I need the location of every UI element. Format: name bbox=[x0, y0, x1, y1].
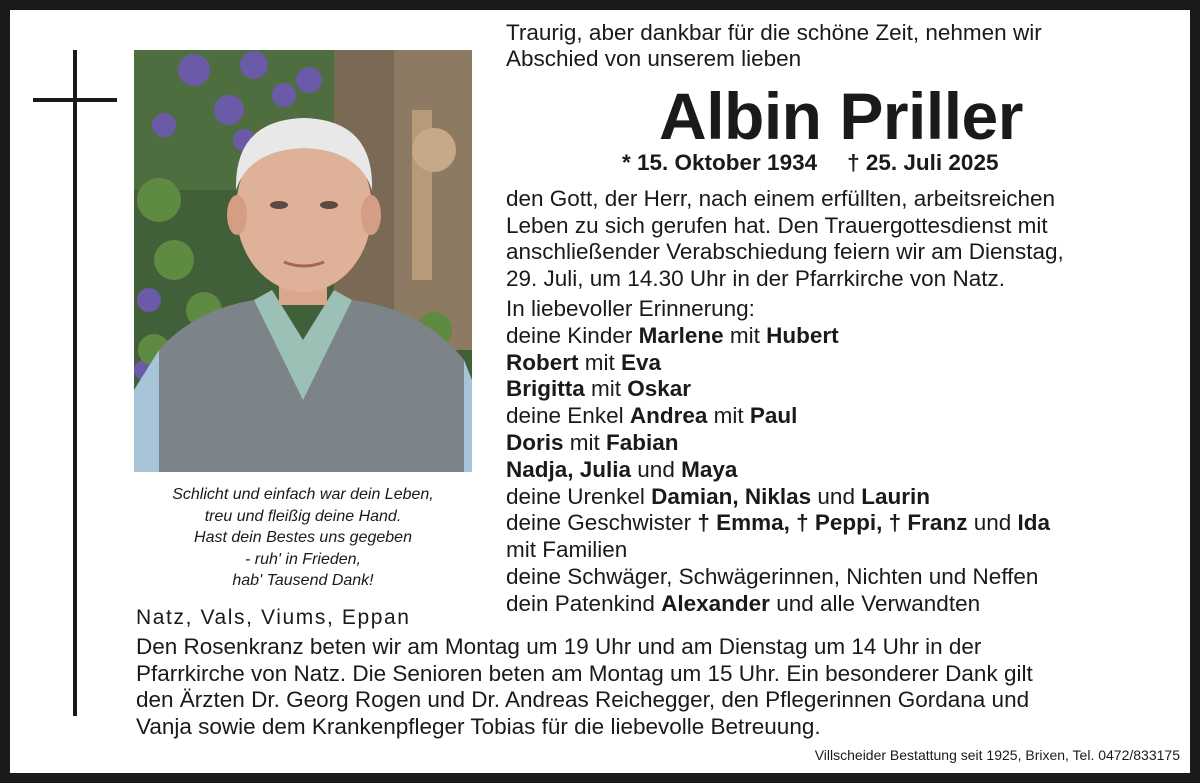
siblings-line bbox=[506, 510, 1050, 537]
children-line bbox=[506, 323, 1050, 350]
places-line: Natz, Vals, Viums, Eppan bbox=[136, 606, 411, 629]
great-grandchildren-line bbox=[506, 484, 1050, 511]
connector: und bbox=[631, 456, 682, 482]
text-line: Den Rosenkranz beten wir am Montag um 19 Uhr und am Dienstag um 14 Uhr in der bbox=[136, 634, 982, 659]
grandchildren-line bbox=[506, 403, 1050, 430]
memorial-poem bbox=[134, 484, 472, 592]
connector: und bbox=[811, 483, 862, 509]
label: deine Kinder bbox=[506, 322, 639, 348]
relative-name: Paul bbox=[749, 403, 798, 429]
families-line: mit Familien bbox=[506, 537, 628, 563]
poem-line: treu und fleißig deine Hand. bbox=[204, 507, 402, 525]
text-line: Vanja sowie dem Krankenpfleger Tobias für die liebevolle Betreuung. bbox=[136, 713, 821, 739]
poem-line: Schlicht und einfach war dein Leben, bbox=[172, 486, 434, 503]
text-line: Pfarrkirche von Natz. Die Senioren beten am Montag um 15 Uhr. Ein besonderer Dank gilt bbox=[136, 660, 1033, 686]
relative-name: † Emma, † Peppi, † Franz bbox=[697, 510, 968, 536]
relative-name: Brigitta bbox=[506, 376, 585, 402]
relatives-heading: In liebevoller Erinnerung: bbox=[506, 296, 755, 321]
relative-name: Alexander bbox=[661, 590, 770, 616]
relative-name: Maya bbox=[681, 456, 738, 482]
text-line: anschließender Verabschiedung feiern wir am Dienstag, bbox=[506, 239, 1064, 264]
connector: mit bbox=[584, 376, 628, 402]
label: deine Urenkel bbox=[506, 483, 652, 509]
relative-name: Nadja, Julia bbox=[506, 456, 632, 482]
relative-name: Eva bbox=[621, 349, 662, 375]
text-line: 29. Juli, um 14.30 Uhr in der Pfarrkirche von Natz. bbox=[506, 265, 1005, 291]
grandchildren-line bbox=[506, 457, 1050, 484]
funeral-home-footer: Villscheider Bestattung seit 1925, Brixen, Tel. 0472/833175 bbox=[814, 747, 1180, 763]
connector: mit bbox=[563, 429, 607, 455]
relative-name: Ida bbox=[1017, 510, 1051, 536]
relative-name: Fabian bbox=[606, 429, 679, 455]
relative-name: Damian, Niklas bbox=[651, 483, 812, 509]
text-line: Leben zu sich gerufen hat. Den Trauergottesdienst mit bbox=[506, 212, 1048, 238]
connector: und alle Verwandten bbox=[769, 590, 981, 616]
death-date: † 25. Juli 2025 bbox=[847, 150, 999, 175]
relative-name: Marlene bbox=[638, 322, 724, 348]
text-line: den Ärzten Dr. Georg Rogen und Dr. Andreas Reichegger, den Pflegerinnen Gordana und bbox=[136, 687, 1030, 712]
poem-line: Hast dein Bestes uns gegeben bbox=[194, 529, 412, 546]
relative-name: Oskar bbox=[627, 376, 692, 402]
life-dates bbox=[622, 150, 998, 176]
label: deine Geschwister bbox=[506, 510, 698, 536]
connector: mit bbox=[578, 349, 621, 375]
relative-name: Robert bbox=[506, 349, 579, 375]
poem-line: - ruh' in Frieden, bbox=[245, 550, 361, 568]
service-details bbox=[136, 634, 1182, 740]
birth-date: * 15. Oktober 1934 bbox=[622, 150, 818, 175]
obituary-card bbox=[10, 10, 1190, 773]
text-line: den Gott, der Herr, nach einem erfüllten, arbeitsreichen bbox=[506, 186, 1056, 211]
cross-symbol bbox=[73, 50, 77, 716]
grandchildren-line bbox=[506, 430, 1050, 457]
relative-name: Andrea bbox=[629, 403, 708, 429]
cross-symbol-bar bbox=[33, 98, 117, 102]
connector: mit bbox=[723, 322, 767, 348]
announcement-text bbox=[506, 186, 1176, 292]
connector: und bbox=[967, 510, 1018, 536]
deceased-name: Albin Priller bbox=[659, 79, 1023, 153]
inlaws-line: deine Schwäger, Schwägerinnen, Nichten und Neffen bbox=[506, 563, 1039, 589]
relative-name: Hubert bbox=[766, 322, 839, 348]
label: deine Enkel bbox=[506, 403, 630, 429]
relative-name: Doris bbox=[506, 429, 564, 455]
poem-line: hab' Tausend Dank! bbox=[232, 572, 374, 589]
intro-text bbox=[506, 20, 1176, 71]
godchild-line bbox=[506, 591, 1050, 618]
intro-line: Traurig, aber dankbar für die schöne Zeit, nehmen wir bbox=[506, 20, 1042, 45]
intro-line: Abschied von unserem lieben bbox=[506, 45, 802, 71]
portrait-photo bbox=[134, 50, 472, 472]
relative-name: Laurin bbox=[861, 483, 930, 509]
relatives-list bbox=[506, 296, 1050, 618]
label: dein Patenkind bbox=[506, 590, 662, 616]
children-line bbox=[506, 350, 1050, 377]
children-line bbox=[506, 376, 1050, 403]
connector: mit bbox=[707, 403, 750, 429]
